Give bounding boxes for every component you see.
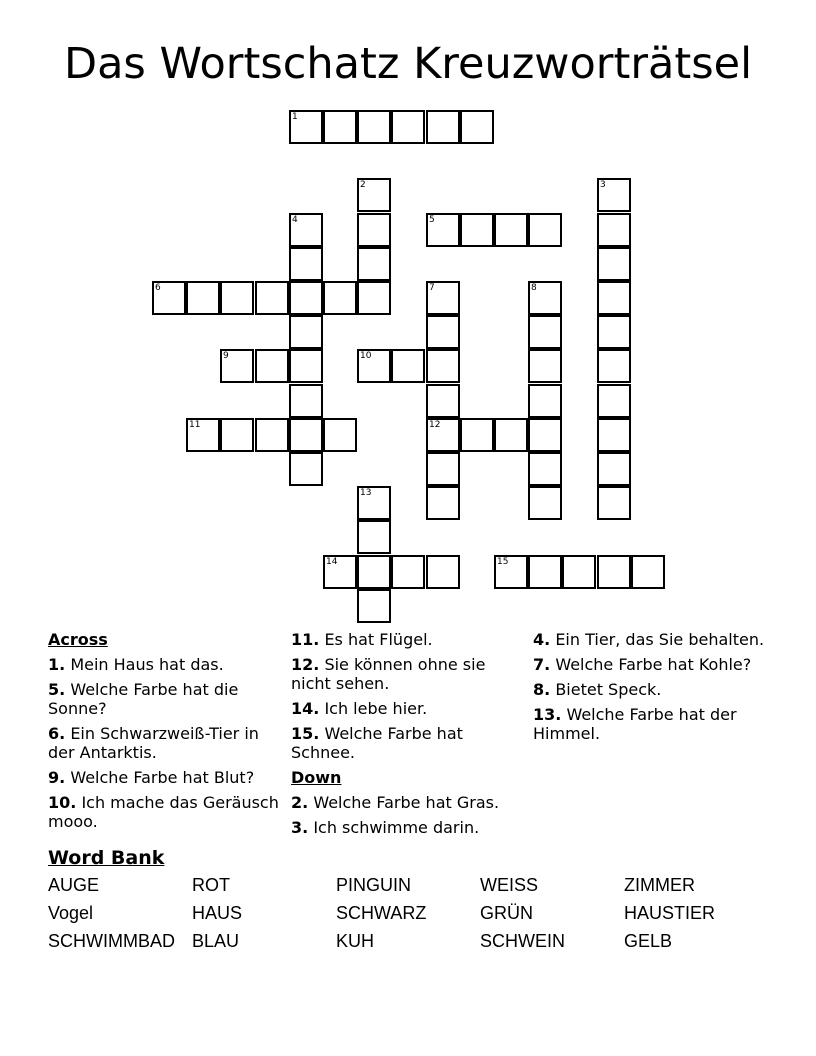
clues-column-1	[48, 630, 284, 837]
crossword-cell[interactable]	[597, 247, 631, 281]
crossword-cell[interactable]	[289, 418, 323, 452]
crossword-cell[interactable]	[357, 213, 391, 247]
clue-across-9: 9. Welche Farbe hat Blut?	[48, 768, 255, 787]
crossword-cell[interactable]	[289, 247, 323, 281]
clue-number: 14	[326, 557, 338, 567]
crossword-cell[interactable]	[220, 281, 254, 315]
crossword-cell[interactable]	[597, 315, 631, 349]
clue-down-7: 7. Welche Farbe hat Kohle?	[533, 655, 752, 674]
clue-across-12: 12. Sie können ohne sie nicht sehen.	[291, 655, 486, 693]
clue-number: 8	[531, 283, 537, 293]
crossword-cell[interactable]	[323, 110, 357, 144]
across-heading: Across	[48, 630, 108, 649]
crossword-cell[interactable]	[426, 110, 460, 144]
clue-down-4: 4. Ein Tier, das Sie behalten.	[533, 630, 765, 649]
clue-number: 12	[429, 420, 441, 430]
crossword-cell[interactable]	[255, 418, 289, 452]
crossword-cell[interactable]	[460, 110, 494, 144]
clue-across-1: 1. Mein Haus hat das.	[48, 655, 224, 674]
crossword-cell[interactable]	[494, 418, 528, 452]
crossword-cell[interactable]	[528, 555, 562, 589]
crossword-cell[interactable]	[528, 349, 562, 383]
crossword-cell[interactable]	[426, 213, 460, 247]
clues-column-3	[533, 630, 769, 749]
crossword-cell[interactable]	[426, 452, 460, 486]
crossword-cell[interactable]	[357, 486, 391, 520]
crossword-cell[interactable]	[357, 349, 391, 383]
crossword-cell[interactable]	[323, 418, 357, 452]
clue-number: 7	[429, 283, 435, 293]
crossword-cell[interactable]	[357, 520, 391, 554]
clue-down-3: 3. Ich schwimme darin.	[291, 818, 480, 837]
crossword-cell[interactable]	[391, 110, 425, 144]
clue-number: 15	[497, 557, 509, 567]
down-heading: Down	[291, 768, 342, 787]
crossword-cell[interactable]	[597, 418, 631, 452]
clue-number: 9	[223, 351, 229, 361]
crossword-cell[interactable]	[426, 281, 460, 315]
crossword-cell[interactable]	[289, 384, 323, 418]
clue-number: 13	[360, 488, 372, 498]
crossword-cell[interactable]	[460, 213, 494, 247]
word-bank-item: PINGUIN	[336, 875, 412, 895]
clues-column-2	[291, 630, 527, 843]
crossword-cell[interactable]	[186, 418, 220, 452]
crossword-cell[interactable]	[289, 213, 323, 247]
crossword-cell[interactable]	[426, 349, 460, 383]
clue-down-2: 2. Welche Farbe hat Gras.	[291, 793, 500, 812]
clue-across-11: 11. Es hat Flügel.	[291, 630, 433, 649]
crossword-cell[interactable]	[391, 555, 425, 589]
crossword-cell[interactable]	[426, 486, 460, 520]
crossword-cell[interactable]	[528, 384, 562, 418]
crossword-cell[interactable]	[289, 349, 323, 383]
clue-down-13: 13. Welche Farbe hat der Himmel.	[533, 705, 737, 743]
clue-across-6: 6. Ein Schwarzweiß-Tier in der Antarktis.	[48, 724, 259, 762]
crossword-cell[interactable]	[426, 315, 460, 349]
crossword-cell[interactable]	[528, 418, 562, 452]
word-bank-item: AUGE	[48, 875, 100, 895]
crossword-cell[interactable]	[528, 486, 562, 520]
word-bank-item: BLAU	[192, 931, 240, 951]
crossword-cell[interactable]	[494, 555, 528, 589]
word-bank-item: SCHWARZ	[336, 903, 427, 923]
crossword-cell[interactable]	[289, 315, 323, 349]
word-bank-item: WEISS	[480, 875, 539, 895]
clue-number: 6	[155, 283, 161, 293]
crossword-cell[interactable]	[597, 452, 631, 486]
word-bank-item: GRÜN	[480, 903, 533, 923]
crossword-cell[interactable]	[528, 213, 562, 247]
clue-number: 1	[292, 112, 298, 122]
crossword-cell[interactable]	[460, 418, 494, 452]
crossword-cell[interactable]	[357, 589, 391, 623]
crossword-cell[interactable]	[597, 555, 631, 589]
crossword-cell[interactable]	[186, 281, 220, 315]
word-bank-item: ROT	[192, 875, 230, 895]
crossword-cell[interactable]	[426, 384, 460, 418]
clue-number: 2	[360, 180, 366, 190]
crossword-cell[interactable]	[528, 281, 562, 315]
clue-down-8: 8. Bietet Speck.	[533, 680, 662, 699]
crossword-cell[interactable]	[494, 213, 528, 247]
crossword-cell[interactable]	[597, 213, 631, 247]
crossword-cell[interactable]	[357, 110, 391, 144]
crossword-cell[interactable]	[357, 555, 391, 589]
crossword-cell[interactable]	[289, 452, 323, 486]
crossword-cell[interactable]	[323, 281, 357, 315]
word-bank-heading: Word Bank	[48, 847, 165, 869]
crossword-cell[interactable]	[289, 110, 323, 144]
crossword-cell[interactable]	[289, 281, 323, 315]
crossword-cell[interactable]	[562, 555, 596, 589]
word-bank-item: Vogel	[48, 903, 94, 923]
clue-across-14: 14. Ich lebe hier.	[291, 699, 428, 718]
clue-number: 5	[429, 215, 435, 225]
crossword-cell[interactable]	[255, 349, 289, 383]
crossword-cell[interactable]	[391, 349, 425, 383]
crossword-cell[interactable]	[152, 281, 186, 315]
word-bank-item: SCHWEIN	[480, 931, 565, 951]
crossword-cell[interactable]	[597, 178, 631, 212]
crossword-cell[interactable]	[528, 315, 562, 349]
word-bank-item: HAUS	[192, 903, 243, 923]
word-bank-item: HAUSTIER	[624, 903, 716, 923]
clue-number: 10	[360, 351, 372, 361]
crossword-cell[interactable]	[597, 486, 631, 520]
crossword-cell[interactable]	[426, 555, 460, 589]
clue-number: 3	[600, 180, 606, 190]
crossword-cell[interactable]	[426, 418, 460, 452]
word-bank-item: SCHWIMMBAD	[48, 931, 175, 951]
crossword-cell[interactable]	[220, 349, 254, 383]
word-bank-item: KUH	[336, 931, 375, 951]
crossword-cell[interactable]	[255, 281, 289, 315]
crossword-cell[interactable]	[597, 349, 631, 383]
crossword-cell[interactable]	[357, 178, 391, 212]
clue-number: 4	[292, 215, 298, 225]
word-bank-item: GELB	[624, 931, 673, 951]
crossword-cell[interactable]	[357, 281, 391, 315]
page-title: Das Wortschatz Kreuzworträtsel	[63, 39, 753, 89]
clue-across-15: 15. Welche Farbe hat Schnee.	[291, 724, 463, 762]
word-bank-item: ZIMMER	[624, 875, 695, 895]
crossword-cell[interactable]	[357, 247, 391, 281]
crossword-cell[interactable]	[597, 384, 631, 418]
crossword-cell[interactable]	[323, 555, 357, 589]
clue-across-5: 5. Welche Farbe hat die Sonne?	[48, 680, 239, 718]
crossword-cell[interactable]	[528, 452, 562, 486]
crossword-cell[interactable]	[631, 555, 665, 589]
crossword-cell[interactable]	[220, 418, 254, 452]
crossword-cell[interactable]	[597, 281, 631, 315]
clue-across-10: 10. Ich mache das Geräusch mooo.	[48, 793, 279, 831]
clue-number: 11	[189, 420, 201, 430]
